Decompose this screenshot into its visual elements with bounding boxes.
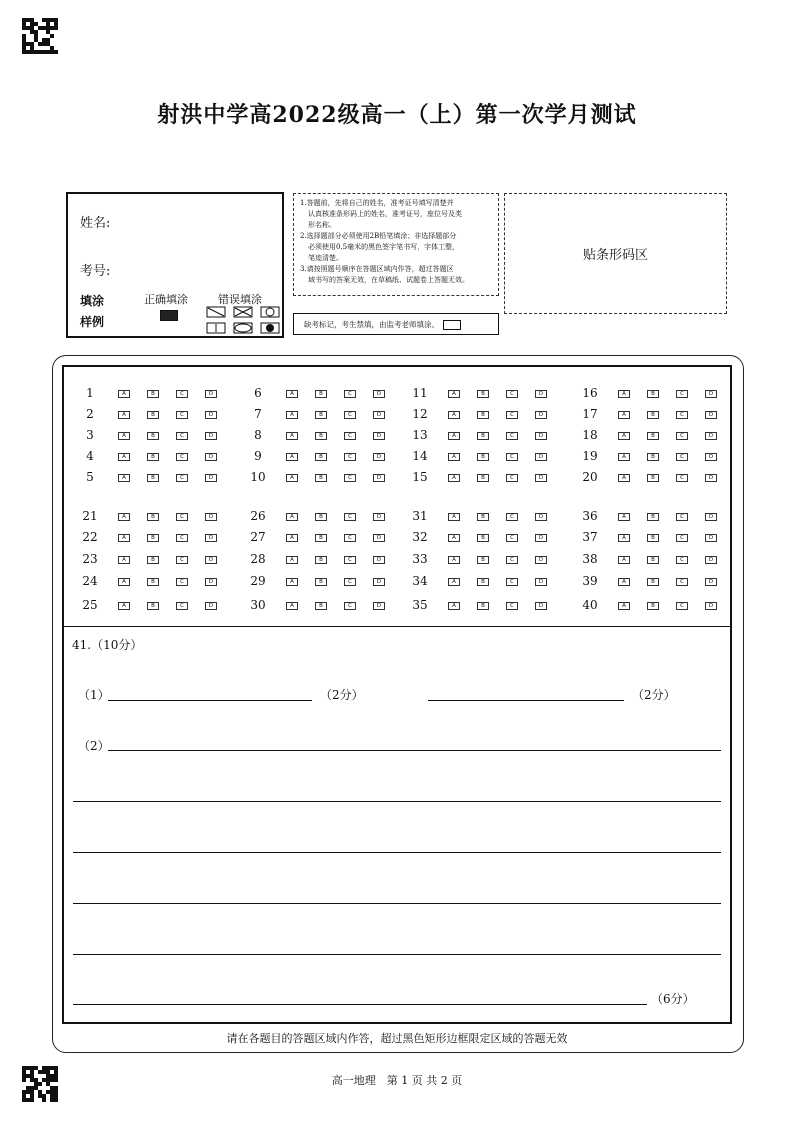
section-divider bbox=[62, 626, 732, 627]
barcode-label: 贴条形码区 bbox=[582, 248, 648, 263]
option-bubble-d[interactable]: D bbox=[205, 602, 217, 610]
option-bubble-c[interactable]: C bbox=[344, 411, 356, 419]
option-bubble-b[interactable]: B bbox=[477, 578, 489, 586]
absent-note: 缺考标记，考生禁填，由监考老师填涂。 bbox=[304, 320, 439, 329]
q41-part2-answer-line[interactable] bbox=[73, 801, 721, 802]
question-number: 14 bbox=[412, 449, 428, 463]
option-bubble-d[interactable]: D bbox=[205, 453, 217, 461]
option-bubble-d[interactable]: D bbox=[373, 390, 385, 398]
question-number: 10 bbox=[250, 470, 266, 484]
option-bubble-d[interactable]: D bbox=[373, 534, 385, 542]
question-number: 39 bbox=[582, 574, 598, 588]
option-bubble-b[interactable]: B bbox=[315, 390, 327, 398]
option-bubble-b[interactable]: B bbox=[147, 390, 159, 398]
question-number: 17 bbox=[582, 407, 598, 421]
instructions-box bbox=[293, 193, 499, 296]
option-bubble-c[interactable]: C bbox=[176, 432, 188, 440]
option-bubble-a[interactable]: A bbox=[448, 602, 460, 610]
option-bubble-a[interactable]: A bbox=[286, 602, 298, 610]
option-bubble-d[interactable]: D bbox=[205, 556, 217, 564]
option-bubble-c[interactable]: C bbox=[176, 390, 188, 398]
correct-fill-label: 正确填涂 bbox=[144, 293, 188, 306]
question-number: 37 bbox=[582, 530, 598, 544]
option-bubble-c[interactable]: C bbox=[676, 602, 688, 610]
option-bubble-c[interactable]: C bbox=[344, 513, 356, 521]
option-bubble-d[interactable]: D bbox=[205, 411, 217, 419]
wrong-fill-label: 错误填涂 bbox=[218, 293, 262, 306]
option-bubble-a[interactable]: A bbox=[286, 578, 298, 586]
option-bubble-c[interactable]: C bbox=[344, 453, 356, 461]
instruction-line: 1.答题前，先将自己的姓名，准考证号填写清楚并 bbox=[300, 199, 454, 207]
option-bubble-b[interactable]: B bbox=[647, 390, 659, 398]
option-bubble-c[interactable]: C bbox=[176, 602, 188, 610]
option-bubble-b[interactable]: B bbox=[647, 578, 659, 586]
option-bubble-c[interactable]: C bbox=[676, 411, 688, 419]
page-title: 射洪中学高2022级高一（上）第一次学月测试 bbox=[157, 102, 637, 128]
option-bubble-d[interactable]: D bbox=[705, 390, 717, 398]
option-bubble-a[interactable]: A bbox=[286, 534, 298, 542]
option-bubble-b[interactable]: B bbox=[647, 432, 659, 440]
option-bubble-c[interactable]: C bbox=[676, 390, 688, 398]
option-bubble-d[interactable]: D bbox=[535, 390, 547, 398]
option-bubble-a[interactable]: A bbox=[118, 432, 130, 440]
option-bubble-c[interactable]: C bbox=[344, 474, 356, 482]
question-number: 34 bbox=[412, 574, 428, 588]
option-bubble-b[interactable]: B bbox=[147, 578, 159, 586]
wrong-fill-marks bbox=[206, 306, 282, 336]
option-bubble-d[interactable]: D bbox=[705, 513, 717, 521]
q41-part1-answer-line-a[interactable] bbox=[108, 700, 312, 701]
question-number: 22 bbox=[82, 530, 98, 544]
option-bubble-c[interactable]: C bbox=[344, 432, 356, 440]
option-bubble-b[interactable]: B bbox=[647, 534, 659, 542]
question-number: 3 bbox=[86, 428, 94, 442]
option-bubble-c[interactable]: C bbox=[506, 513, 518, 521]
option-bubble-b[interactable]: B bbox=[477, 453, 489, 461]
option-bubble-c[interactable]: C bbox=[176, 453, 188, 461]
option-bubble-c[interactable]: C bbox=[676, 578, 688, 586]
q41-part2-label: （2） bbox=[78, 739, 110, 753]
q41-part1-score-a: （2分） bbox=[320, 688, 364, 702]
option-bubble-a[interactable]: A bbox=[618, 411, 630, 419]
option-bubble-d[interactable]: D bbox=[205, 390, 217, 398]
option-bubble-c[interactable]: C bbox=[506, 411, 518, 419]
correct-fill-mark bbox=[160, 310, 178, 321]
option-bubble-a[interactable]: A bbox=[448, 513, 460, 521]
option-bubble-b[interactable]: B bbox=[477, 474, 489, 482]
option-bubble-d[interactable]: D bbox=[535, 556, 547, 564]
option-bubble-a[interactable]: A bbox=[448, 534, 460, 542]
option-bubble-a[interactable]: A bbox=[448, 390, 460, 398]
option-bubble-b[interactable]: B bbox=[147, 556, 159, 564]
qr-code-top bbox=[22, 18, 58, 54]
question-number: 23 bbox=[82, 552, 98, 566]
option-bubble-b[interactable]: B bbox=[315, 578, 327, 586]
option-bubble-c[interactable]: C bbox=[176, 556, 188, 564]
question-number: 21 bbox=[82, 509, 98, 523]
question-number: 15 bbox=[412, 470, 428, 484]
option-bubble-d[interactable]: D bbox=[205, 578, 217, 586]
absent-mark-box bbox=[293, 313, 499, 335]
option-bubble-b[interactable]: B bbox=[147, 534, 159, 542]
question-number: 1 bbox=[86, 386, 94, 400]
option-bubble-c[interactable]: C bbox=[676, 432, 688, 440]
option-bubble-a[interactable]: A bbox=[618, 602, 630, 610]
fill-sample-label-1: 填涂 bbox=[80, 294, 105, 308]
option-bubble-a[interactable]: A bbox=[618, 390, 630, 398]
option-bubble-b[interactable]: B bbox=[477, 602, 489, 610]
option-bubble-a[interactable]: A bbox=[618, 534, 630, 542]
option-bubble-a[interactable]: A bbox=[286, 513, 298, 521]
option-bubble-c[interactable]: C bbox=[176, 534, 188, 542]
option-bubble-a[interactable]: A bbox=[286, 453, 298, 461]
question-number: 16 bbox=[582, 386, 598, 400]
option-bubble-d[interactable]: D bbox=[705, 453, 717, 461]
option-bubble-d[interactable]: D bbox=[535, 474, 547, 482]
option-bubble-c[interactable]: C bbox=[176, 474, 188, 482]
option-bubble-d[interactable]: D bbox=[535, 513, 547, 521]
option-bubble-b[interactable]: B bbox=[147, 602, 159, 610]
option-bubble-d[interactable]: D bbox=[373, 432, 385, 440]
option-bubble-d[interactable]: D bbox=[705, 578, 717, 586]
question-number: 8 bbox=[254, 428, 262, 442]
option-bubble-d[interactable]: D bbox=[705, 534, 717, 542]
q41-part2-answer-line[interactable] bbox=[73, 852, 721, 853]
option-bubble-d[interactable]: D bbox=[205, 432, 217, 440]
question-number: 2 bbox=[86, 407, 94, 421]
option-bubble-a[interactable]: A bbox=[286, 432, 298, 440]
option-bubble-b[interactable]: B bbox=[477, 432, 489, 440]
option-bubble-b[interactable]: B bbox=[647, 602, 659, 610]
question-number: 4 bbox=[86, 449, 94, 463]
option-bubble-c[interactable]: C bbox=[176, 411, 188, 419]
option-bubble-c[interactable]: C bbox=[176, 578, 188, 586]
question-number: 29 bbox=[250, 574, 266, 588]
q41-part1-label: （1） bbox=[78, 688, 110, 702]
option-bubble-d[interactable]: D bbox=[705, 474, 717, 482]
option-bubble-b[interactable]: B bbox=[315, 513, 327, 521]
option-bubble-b[interactable]: B bbox=[477, 513, 489, 521]
fill-sample-label-2: 样例 bbox=[80, 315, 105, 329]
option-bubble-a[interactable]: A bbox=[618, 513, 630, 521]
instruction-line: 必须使用0.5毫米的黑色签字笔书写，字体工整， bbox=[308, 243, 460, 251]
name-label: 姓名: bbox=[80, 216, 111, 231]
instruction-line: 认真核准条形码上的姓名，准考证号，座位号及类 bbox=[308, 210, 462, 218]
option-bubble-c[interactable]: C bbox=[676, 474, 688, 482]
option-bubble-a[interactable]: A bbox=[118, 556, 130, 564]
option-bubble-b[interactable]: B bbox=[147, 453, 159, 461]
option-bubble-b[interactable]: B bbox=[315, 556, 327, 564]
question-number: 11 bbox=[412, 386, 428, 400]
q41-heading: 41.（10分） bbox=[72, 638, 143, 652]
option-bubble-c[interactable]: C bbox=[506, 578, 518, 586]
option-bubble-c[interactable]: C bbox=[506, 432, 518, 440]
option-bubble-d[interactable]: D bbox=[373, 453, 385, 461]
option-bubble-a[interactable]: A bbox=[286, 556, 298, 564]
option-bubble-d[interactable]: D bbox=[205, 474, 217, 482]
option-bubble-b[interactable]: B bbox=[147, 474, 159, 482]
option-bubble-a[interactable]: A bbox=[448, 578, 460, 586]
option-bubble-b[interactable]: B bbox=[477, 534, 489, 542]
option-bubble-a[interactable]: A bbox=[618, 556, 630, 564]
instruction-line: 形名称。 bbox=[308, 221, 336, 229]
instruction-line: 笔迹清楚。 bbox=[308, 254, 343, 262]
question-number: 20 bbox=[582, 470, 598, 484]
option-bubble-b[interactable]: B bbox=[315, 453, 327, 461]
option-bubble-d[interactable]: D bbox=[705, 556, 717, 564]
option-bubble-d[interactable]: D bbox=[535, 602, 547, 610]
option-bubble-a[interactable]: A bbox=[618, 453, 630, 461]
option-bubble-a[interactable]: A bbox=[618, 474, 630, 482]
option-bubble-d[interactable]: D bbox=[373, 602, 385, 610]
question-number: 31 bbox=[412, 509, 428, 523]
q41-part2-answer-line[interactable] bbox=[108, 750, 721, 751]
id-label: 考号: bbox=[80, 264, 111, 279]
q41-part1-score-b: （2分） bbox=[632, 688, 676, 702]
option-bubble-b[interactable]: B bbox=[315, 602, 327, 610]
option-bubble-c[interactable]: C bbox=[676, 556, 688, 564]
option-bubble-a[interactable]: A bbox=[118, 534, 130, 542]
option-bubble-a[interactable]: A bbox=[118, 602, 130, 610]
option-bubble-d[interactable]: D bbox=[535, 453, 547, 461]
option-bubble-d[interactable]: D bbox=[373, 411, 385, 419]
question-number: 28 bbox=[250, 552, 266, 566]
option-bubble-b[interactable]: B bbox=[477, 556, 489, 564]
q41-part1-answer-line-b[interactable] bbox=[428, 700, 624, 701]
option-bubble-b[interactable]: B bbox=[315, 474, 327, 482]
option-bubble-a[interactable]: A bbox=[448, 453, 460, 461]
option-bubble-c[interactable]: C bbox=[506, 556, 518, 564]
instruction-line: 域书写的答案无效，在草稿纸、试题卷上答题无效。 bbox=[308, 276, 469, 284]
q41-part2-answer-line[interactable] bbox=[73, 954, 721, 955]
question-number: 5 bbox=[86, 470, 94, 484]
option-bubble-c[interactable]: C bbox=[506, 453, 518, 461]
question-number: 32 bbox=[412, 530, 428, 544]
option-bubble-c[interactable]: C bbox=[344, 534, 356, 542]
option-bubble-d[interactable]: D bbox=[535, 411, 547, 419]
option-bubble-c[interactable]: C bbox=[176, 513, 188, 521]
option-bubble-d[interactable]: D bbox=[705, 602, 717, 610]
option-bubble-d[interactable]: D bbox=[535, 534, 547, 542]
option-bubble-b[interactable]: B bbox=[647, 556, 659, 564]
question-number: 6 bbox=[254, 386, 262, 400]
option-bubble-a[interactable]: A bbox=[286, 411, 298, 419]
option-bubble-a[interactable]: A bbox=[448, 411, 460, 419]
option-bubble-a[interactable]: A bbox=[118, 578, 130, 586]
student-info-box bbox=[66, 192, 284, 338]
q41-part2-answer-line[interactable] bbox=[73, 903, 721, 904]
question-number: 33 bbox=[412, 552, 428, 566]
option-bubble-a[interactable]: A bbox=[118, 474, 130, 482]
question-number: 9 bbox=[254, 449, 262, 463]
question-number: 19 bbox=[582, 449, 598, 463]
option-bubble-b[interactable]: B bbox=[647, 411, 659, 419]
option-bubble-c[interactable]: C bbox=[676, 534, 688, 542]
question-number: 30 bbox=[250, 598, 266, 612]
option-bubble-d[interactable]: D bbox=[373, 474, 385, 482]
question-number: 13 bbox=[412, 428, 428, 442]
option-bubble-a[interactable]: A bbox=[448, 474, 460, 482]
option-bubble-d[interactable]: D bbox=[535, 432, 547, 440]
option-bubble-a[interactable]: A bbox=[118, 513, 130, 521]
option-bubble-b[interactable]: B bbox=[477, 390, 489, 398]
option-bubble-b[interactable]: B bbox=[147, 411, 159, 419]
option-bubble-c[interactable]: C bbox=[676, 453, 688, 461]
option-bubble-c[interactable]: C bbox=[506, 602, 518, 610]
option-bubble-c[interactable]: C bbox=[344, 578, 356, 586]
option-bubble-a[interactable]: A bbox=[448, 432, 460, 440]
question-number: 18 bbox=[582, 428, 598, 442]
option-bubble-a[interactable]: A bbox=[618, 578, 630, 586]
instruction-line: 3.请按照题号顺序在答题区域内作答，超过答题区 bbox=[300, 265, 454, 273]
option-bubble-d[interactable]: D bbox=[373, 513, 385, 521]
option-bubble-a[interactable]: A bbox=[118, 411, 130, 419]
option-bubble-d[interactable]: D bbox=[535, 578, 547, 586]
option-bubble-a[interactable]: A bbox=[618, 432, 630, 440]
question-number: 24 bbox=[82, 574, 98, 588]
option-bubble-d[interactable]: D bbox=[373, 556, 385, 564]
instruction-line: 2.选择题部分必须使用2B铅笔填涂；非选择题部分 bbox=[300, 232, 457, 240]
option-bubble-b[interactable]: B bbox=[315, 534, 327, 542]
q41-part2-answer-line[interactable] bbox=[73, 1004, 647, 1005]
option-bubble-c[interactable]: C bbox=[506, 534, 518, 542]
option-bubble-c[interactable]: C bbox=[506, 390, 518, 398]
question-number: 27 bbox=[250, 530, 266, 544]
question-number: 38 bbox=[582, 552, 598, 566]
option-bubble-b[interactable]: B bbox=[647, 474, 659, 482]
q41-part2-score: （6分） bbox=[651, 992, 695, 1006]
option-bubble-a[interactable]: A bbox=[118, 390, 130, 398]
option-bubble-a[interactable]: A bbox=[448, 556, 460, 564]
option-bubble-c[interactable]: C bbox=[344, 390, 356, 398]
option-bubble-b[interactable]: B bbox=[315, 411, 327, 419]
barcode-area bbox=[504, 193, 727, 314]
question-number: 36 bbox=[582, 509, 598, 523]
question-number: 40 bbox=[582, 598, 598, 612]
option-bubble-a[interactable]: A bbox=[286, 390, 298, 398]
question-number: 25 bbox=[82, 598, 98, 612]
option-bubble-d[interactable]: D bbox=[705, 411, 717, 419]
question-number: 12 bbox=[412, 407, 428, 421]
option-bubble-d[interactable]: D bbox=[205, 513, 217, 521]
absent-checkbox[interactable] bbox=[443, 320, 461, 330]
option-bubble-c[interactable]: C bbox=[344, 602, 356, 610]
answer-area-note: 请在各题目的答题区域内作答，超过黑色矩形边框限定区域的答题无效 bbox=[226, 1032, 568, 1045]
page-footer: 高一地理 第 1 页 共 2 页 bbox=[331, 1074, 463, 1087]
option-bubble-d[interactable]: D bbox=[205, 534, 217, 542]
question-number: 26 bbox=[250, 509, 266, 523]
option-bubble-b[interactable]: B bbox=[315, 432, 327, 440]
option-bubble-a[interactable]: A bbox=[286, 474, 298, 482]
option-bubble-b[interactable]: B bbox=[147, 432, 159, 440]
option-bubble-d[interactable]: D bbox=[373, 578, 385, 586]
option-bubble-c[interactable]: C bbox=[506, 474, 518, 482]
question-number: 7 bbox=[254, 407, 262, 421]
option-bubble-b[interactable]: B bbox=[477, 411, 489, 419]
option-bubble-d[interactable]: D bbox=[705, 432, 717, 440]
option-bubble-c[interactable]: C bbox=[676, 513, 688, 521]
question-number: 35 bbox=[412, 598, 428, 612]
option-bubble-c[interactable]: C bbox=[344, 556, 356, 564]
option-bubble-b[interactable]: B bbox=[647, 453, 659, 461]
option-bubble-b[interactable]: B bbox=[647, 513, 659, 521]
option-bubble-b[interactable]: B bbox=[147, 513, 159, 521]
option-bubble-a[interactable]: A bbox=[118, 453, 130, 461]
